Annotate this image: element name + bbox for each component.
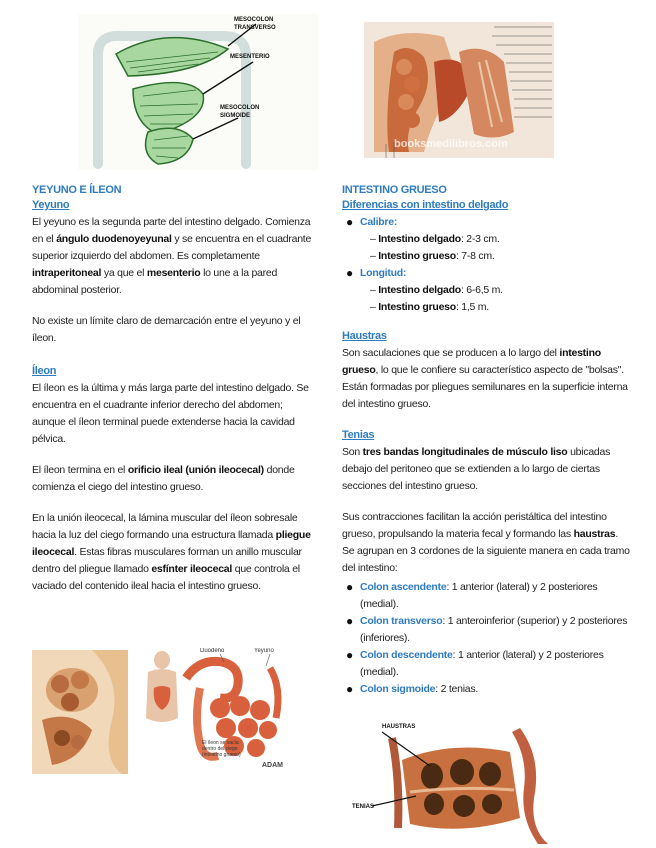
colon-haustras-illustration xyxy=(352,718,556,844)
tenias-list xyxy=(342,579,632,698)
label-haustras: HAUSTRAS xyxy=(382,724,416,730)
label-tenias: TENIAS xyxy=(352,804,375,810)
paragraph-tenias-2: Sus contracciones facilitan la acción peristáltica del intestino grueso, propulsando la materia fecal y formando las haustras. Se agrupan en 3 cordones de la siguiente manera en cada tramo del intestino: xyxy=(342,511,630,574)
adam-logo: ADAM xyxy=(262,762,283,769)
subheading-yeyuno: Yeyuno xyxy=(32,199,70,211)
paragraph-haustras: Son saculaciones que se producen a lo largo del intestino grueso, lo que le confiere su característico aspecto de "bolsas". Están formadas por pliegues semilunares en la superficie interna del intestino grueso. xyxy=(342,347,628,410)
subheading-diferencias: Diferencias con intestino delgado xyxy=(342,199,509,211)
watermark: booksmedilibros.com xyxy=(394,138,508,150)
label-yeyuno: Yeyuno xyxy=(254,648,274,654)
list-item: ● Colon transverso: 1 anteroinferior (superior) y 2 posteriores (inferiores). xyxy=(346,614,628,644)
label-mesocolon-sigmoide: MESOCOLON SIGMOIDE xyxy=(220,105,260,119)
list-item: ● Colon sigmoide: 2 tenias. xyxy=(346,682,479,696)
right-column xyxy=(342,184,632,708)
paragraph-ileon-1: El íleon es la última y más larga parte del intestino delgado. Se encuentra en el cuadrante inferior derecho del abdomen; aunque el íleon terminal puede extenderse hacia la cavidad pélvica. xyxy=(32,382,309,445)
bullet-icon: ● xyxy=(346,648,353,662)
small-intestine-illustration xyxy=(140,648,300,774)
subheading-haustras: Haustras xyxy=(342,330,387,342)
bullet-icon: ● xyxy=(346,682,353,696)
label-ileon-ciego: El íleon se vacía dentro del ciego (intestino grueso) xyxy=(202,740,241,758)
bullet-icon: ● xyxy=(346,580,353,594)
paragraph-yeyuno-1: El yeyuno es la segunda parte del intestino delgado. Comienza en el ángulo duodenoyeyunal y se encuentra en el cuadrante superior izquierdo del abdomen. Es completamente intraperitoneal ya que el mesenterio lo une a la pared abdominal posterior. xyxy=(32,216,312,296)
label-mesenterio: MESENTERIO xyxy=(230,54,270,60)
section-title-yeyuno-ileon: YEYUNO E ÍLEON xyxy=(32,184,122,196)
pelvis-section-illustration xyxy=(32,650,128,774)
abdominal-anatomy-illustration xyxy=(364,22,554,158)
bullet-icon: ● xyxy=(346,215,353,229)
subheading-tenias: Tenias xyxy=(342,429,375,441)
list-item: ● Calibre: – Intestino delgado: 2-3 cm. – Intestino grueso: 7-8 cm. xyxy=(346,215,500,262)
bullet-icon: ● xyxy=(346,614,353,628)
list-item: ● Longitud: – Intestino delgado: 6-6,5 m. – Intestino grueso: 1,5 m. xyxy=(346,266,503,313)
paragraph-ileon-3: En la unión ileocecal, la lámina muscular del íleon sobresale hacia la luz del ciego formando una estructura llamada pliegue ileocecal. Estas fibras musculares forman un anillo muscular dentro del pliegue llamado esfínter ileocecal que controla el vaciado del contenido ileal hacia el intestino grueso. xyxy=(32,512,311,592)
label-mesocolon-transverso: MESOCOLON TRANSVERSO xyxy=(234,17,276,31)
paragraph-yeyuno-2: No existe un límite claro de demarcación entre el yeyuno y el íleon. xyxy=(32,315,301,344)
section-title-intestino-grueso: INTESTINO GRUESO xyxy=(342,184,447,196)
subheading-ileon: Íleon xyxy=(32,365,57,377)
list-item: ● Colon ascendente: 1 anterior (lateral) y 2 posteriores (medial). xyxy=(346,580,598,610)
diferencias-list xyxy=(342,214,632,316)
label-duodeno: Duodeno xyxy=(200,648,225,654)
paragraph-tenias-1: Son tres bandas longitudinales de músculo liso ubicadas debajo del peritoneo que se extienden a lo largo de ciertas secciones del intestino grueso. xyxy=(342,446,611,492)
bullet-icon: ● xyxy=(346,266,353,280)
left-column xyxy=(32,184,316,609)
list-item: ● Colon descendente: 1 anterior (lateral) y 2 posteriores (medial). xyxy=(346,648,604,678)
mesentery-diagram xyxy=(78,14,318,170)
paragraph-ileon-2: El íleon termina en el orificio ileal (unión ileocecal) donde comienza el ciego del intestino grueso. xyxy=(32,464,295,493)
